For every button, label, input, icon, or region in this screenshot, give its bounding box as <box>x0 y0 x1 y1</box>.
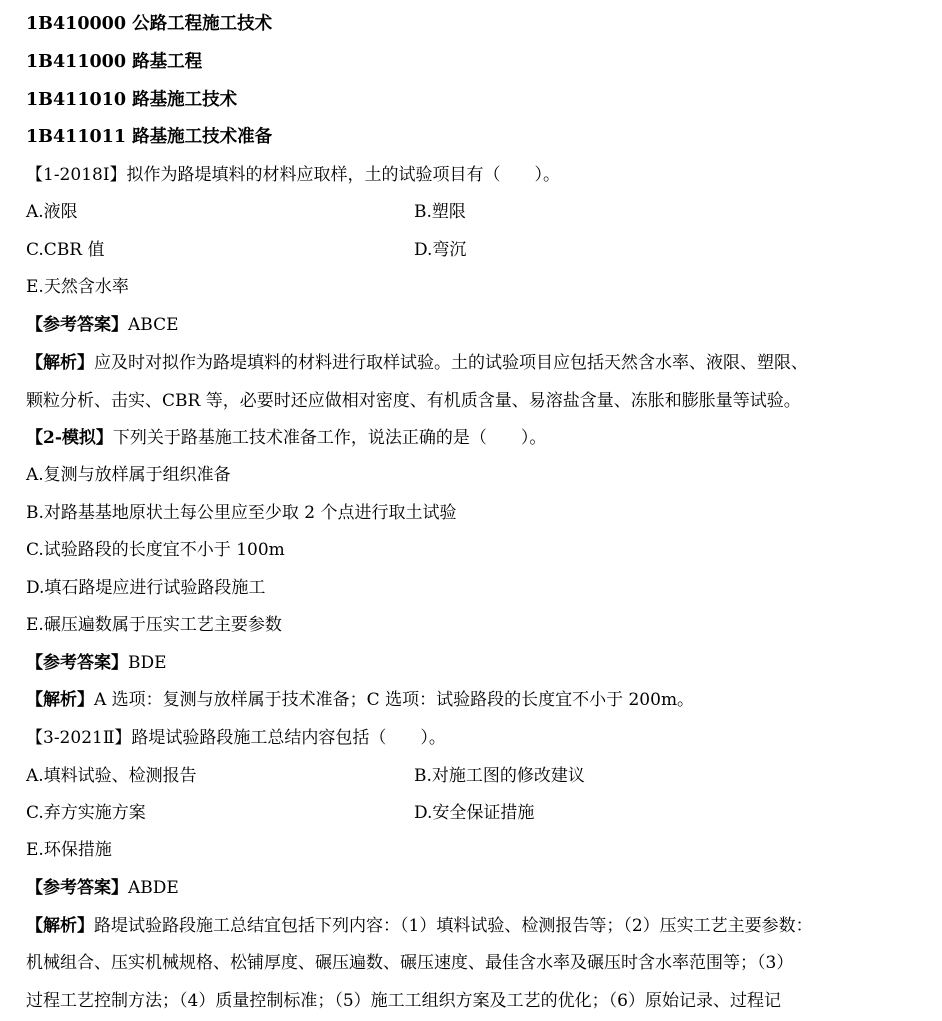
q3-answer <box>26 876 179 900</box>
q1-option-e: E.天然含水率 <box>26 277 129 297</box>
q1-answer-value: ABCE <box>128 315 179 335</box>
q3-answer-label: 【参考答案】 <box>26 878 128 898</box>
question-1-stem <box>26 163 560 187</box>
q3-option-c: C.弃方实施方案 <box>26 803 146 823</box>
q3-analysis-text: 路堤试验路段施工总结宜包括下列内容：（1）填料试验、检测报告等；（2）压实工艺主要参数： <box>94 916 813 936</box>
q3-answer-value: ABDE <box>128 878 179 898</box>
q2-option-d: D.填石路堤应进行试验路段施工 <box>26 578 266 598</box>
q1-option-d: D.弯沉 <box>414 240 467 260</box>
question-3-label: 【3-2021Ⅱ】 <box>26 728 132 748</box>
question-1-text: 拟作为路堤填料的材料应取样，土的试验项目有（ ）。 <box>126 165 561 185</box>
question-3-text: 路堤试验路段施工总结内容包括（ ）。 <box>131 728 446 748</box>
q2-analysis-label: 【解析】 <box>26 690 94 710</box>
q3-analysis-line-3: 过程工艺控制方法；（4）质量控制标准；（5）施工工组织方案及工艺的优化；（6）原始记录、过程记 <box>26 991 781 1011</box>
q2-analysis-line-1 <box>26 688 694 712</box>
q3-analysis-line-1 <box>26 914 813 938</box>
q3-option-b: B.对施工图的修改建议 <box>414 766 585 786</box>
q3-option-e: E.环保措施 <box>26 840 112 860</box>
q3-analysis-label: 【解析】 <box>26 916 94 936</box>
q1-option-a: A.液限 <box>26 202 78 222</box>
q1-option-b: B.塑限 <box>414 202 466 222</box>
q1-answer-label: 【参考答案】 <box>26 315 128 335</box>
q1-analysis-line-2: 颗粒分析、击实、CBR 等，必要时还应做相对密度、有机质含量、易溶盐含量、冻胀和膨胀量等试验。 <box>26 391 801 411</box>
q3-option-a: A.填料试验、检测报告 <box>26 766 197 786</box>
q2-analysis-text: A 选项：复测与放样属于技术准备；C 选项：试验路段的长度宜不小于 200m。 <box>94 690 695 710</box>
q2-option-e: E.碾压遍数属于压实工艺主要参数 <box>26 615 282 635</box>
heading-level-4: 1B411011 路基施工技术准备 <box>26 127 273 147</box>
question-2-stem <box>26 426 546 450</box>
q1-analysis-text: 应及时对拟作为路堤填料的材料进行取样试验。土的试验项目应包括天然含水率、液限、塑限、 <box>94 353 808 373</box>
q3-analysis-line-2: 机械组合、压实机械规格、松铺厚度、碾压遍数、碾压速度、最佳含水率及碾压时含水率范围等；（3） <box>26 953 794 973</box>
q2-answer-value: BDE <box>128 653 167 673</box>
question-1-label: 【1-2018Ⅰ】 <box>26 165 127 185</box>
q3-option-d: D.安全保证措施 <box>414 803 535 823</box>
q1-analysis-line-1 <box>26 351 808 375</box>
q1-option-c: C.CBR 值 <box>26 240 105 260</box>
question-3-stem <box>26 726 446 750</box>
q2-option-a: A.复测与放样属于组织准备 <box>26 465 231 485</box>
q2-answer <box>26 651 167 675</box>
q2-answer-label: 【参考答案】 <box>26 653 128 673</box>
heading-level-2: 1B411000 路基工程 <box>26 52 203 72</box>
q1-answer <box>26 313 179 337</box>
q2-option-b: B.对路基基地原状土每公里应至少取 2 个点进行取土试验 <box>26 503 457 523</box>
heading-level-3: 1B411010 路基施工技术 <box>26 90 238 110</box>
q1-analysis-label: 【解析】 <box>26 353 94 373</box>
q2-option-c: C.试验路段的长度宜不小于 100m <box>26 540 285 560</box>
question-2-text: 下列关于路基施工技术准备工作，说法正确的是（ ）。 <box>112 428 547 448</box>
question-2-label: 【2-模拟】 <box>26 428 113 448</box>
heading-level-1: 1B410000 公路工程施工技术 <box>26 14 273 34</box>
